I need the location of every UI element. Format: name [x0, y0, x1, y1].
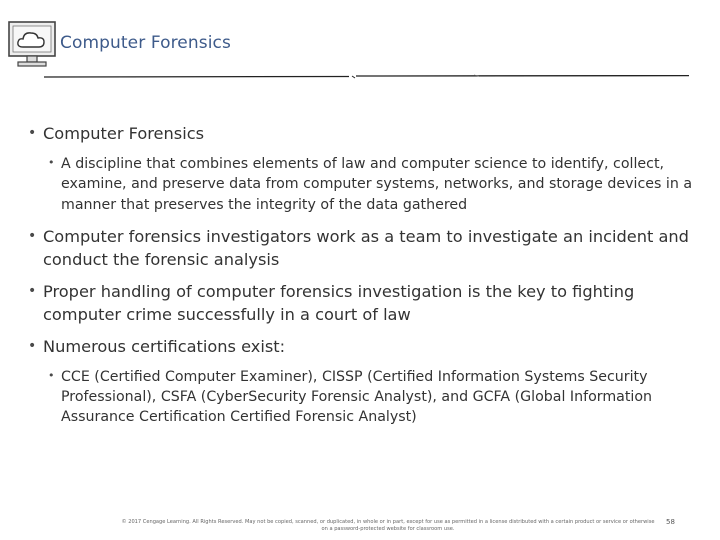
bullet-4: [28, 335, 696, 358]
cloud-monitor-icon: [6, 18, 58, 70]
bullet-dot: •: [28, 337, 37, 354]
sub-bullet-dot: •: [48, 156, 55, 169]
bullet-3-text: Proper handling of computer forensics investigation is the key to fighting computer crime successfully in a court of law: [43, 281, 635, 324]
slide-body: [28, 122, 696, 438]
bullet-1-text: Computer Forensics: [43, 124, 205, 143]
sub-bullet-4-1-text: CCE (Certified Computer Examiner), CISSP (Certified Information Systems Security Professional), CSFA (CyberSecurity Forensic Analyst), and GCFA (Global Information Assurance Certification Certified Forensic Analyst): [61, 368, 653, 426]
sub-bullet-1-1-text: A discipline that combines elements of law and computer science to identify, collect, examine, and preserve data from computer systems, networks, and storage devices in a manner that preserves the integrity of the data gathered: [61, 156, 693, 213]
slide-title: Computer Forensics: [60, 33, 231, 53]
bullet-2: [28, 225, 696, 271]
bullet-dot: •: [28, 125, 37, 141]
sub-bullet-dot: •: [48, 368, 55, 382]
bullet-4-text: Numerous certifications exist:: [43, 336, 286, 356]
title-divider: [44, 70, 696, 82]
bullet-2-text: Computer forensics investigators work as a team to investigate an incident and conduct the forensic analysis: [43, 226, 689, 269]
copyright-footer: © 2017 Cengage Learning. All Rights Reserved. May not be copied, scanned, or duplicated, in whole or in part, except for use as permitted in a license distributed with a certain product or service or otherwise on a password-protected website for classroom use.: [121, 519, 655, 532]
page-number: 58: [666, 518, 675, 526]
bullet-dot: •: [28, 282, 37, 299]
bullet-dot: •: [28, 227, 37, 244]
sub-bullet-4-1: [28, 367, 696, 428]
bullet-1: [28, 122, 696, 145]
sub-bullet-1-1: [28, 154, 696, 215]
bullet-3: [28, 280, 696, 326]
